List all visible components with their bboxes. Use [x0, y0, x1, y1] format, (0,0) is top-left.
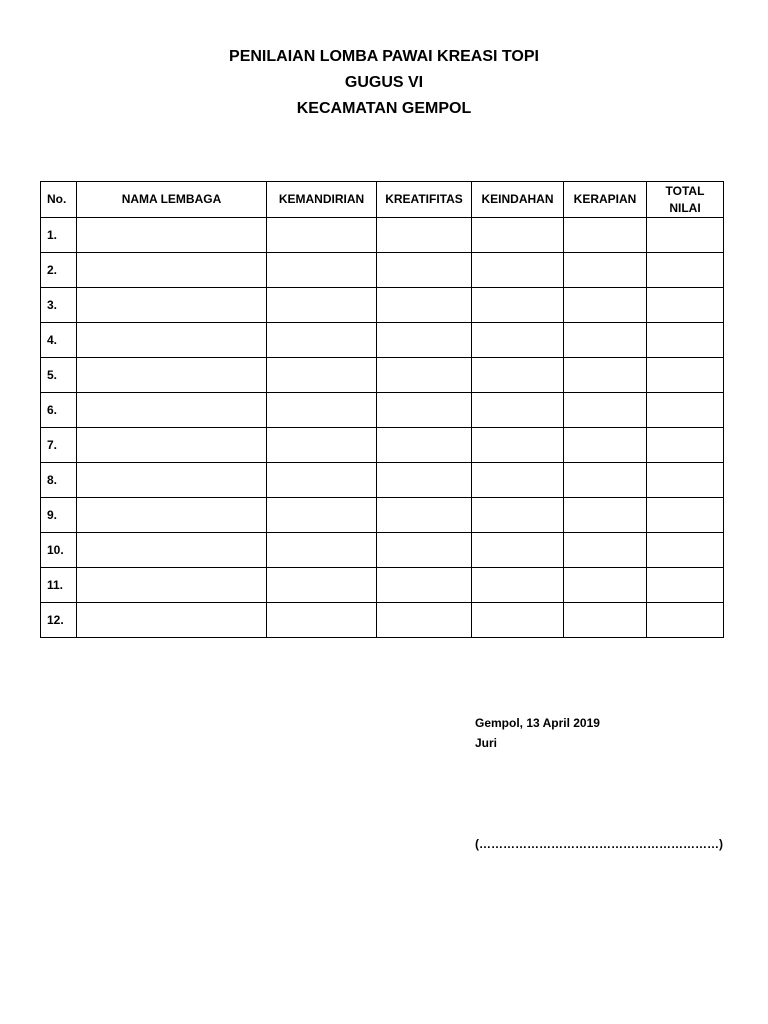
cell-total-nilai[interactable] [647, 393, 724, 428]
header-kemandirian: KEMANDIRIAN [267, 182, 377, 218]
cell-kreatifitas[interactable] [377, 463, 472, 498]
table-row [41, 288, 724, 323]
row-number: 10. [41, 533, 77, 568]
document-title [0, 44, 768, 122]
row-number: 5. [41, 358, 77, 393]
row-number: 4. [41, 323, 77, 358]
cell-kerapian[interactable] [564, 498, 647, 533]
cell-kerapian[interactable] [564, 428, 647, 463]
cell-total-nilai[interactable] [647, 603, 724, 638]
cell-nama-lembaga[interactable] [77, 463, 267, 498]
table-row [41, 358, 724, 393]
cell-nama-lembaga[interactable] [77, 288, 267, 323]
cell-nama-lembaga[interactable] [77, 323, 267, 358]
cell-kreatifitas[interactable] [377, 253, 472, 288]
cell-kemandirian[interactable] [267, 253, 377, 288]
row-number: 3. [41, 288, 77, 323]
row-number: 8. [41, 463, 77, 498]
cell-total-nilai[interactable] [647, 358, 724, 393]
cell-total-nilai[interactable] [647, 218, 724, 253]
cell-total-nilai[interactable] [647, 253, 724, 288]
cell-total-nilai[interactable] [647, 498, 724, 533]
table-row [41, 498, 724, 533]
cell-total-nilai[interactable] [647, 533, 724, 568]
title-line-3: KECAMATAN GEMPOL [296, 100, 472, 117]
table-row [41, 568, 724, 603]
cell-keindahan[interactable] [472, 393, 564, 428]
table-row [41, 533, 724, 568]
cell-keindahan[interactable] [472, 288, 564, 323]
row-number: 9. [41, 498, 77, 533]
cell-total-nilai[interactable] [647, 568, 724, 603]
cell-kreatifitas[interactable] [377, 358, 472, 393]
cell-kemandirian[interactable] [267, 463, 377, 498]
cell-kerapian[interactable] [564, 533, 647, 568]
table-row [41, 393, 724, 428]
cell-kemandirian[interactable] [267, 428, 377, 463]
cell-keindahan[interactable] [472, 603, 564, 638]
cell-kreatifitas[interactable] [377, 323, 472, 358]
cell-kemandirian[interactable] [267, 218, 377, 253]
place-date: Gempol, 13 April 2019 [475, 716, 600, 730]
header-nama-lembaga: NAMA LEMBAGA [77, 182, 267, 218]
header-total-nilai [647, 182, 724, 218]
row-number: 12. [41, 603, 77, 638]
header-total-line2: NILAI [669, 200, 701, 215]
cell-kreatifitas[interactable] [377, 533, 472, 568]
row-number: 1. [41, 218, 77, 253]
header-keindahan: KEINDAHAN [472, 182, 564, 218]
cell-keindahan[interactable] [472, 533, 564, 568]
cell-nama-lembaga[interactable] [77, 253, 267, 288]
table-row [41, 428, 724, 463]
signature-line: (……………………………………………………) [475, 837, 723, 851]
cell-keindahan[interactable] [472, 463, 564, 498]
cell-keindahan[interactable] [472, 568, 564, 603]
cell-nama-lembaga[interactable] [77, 603, 267, 638]
cell-keindahan[interactable] [472, 323, 564, 358]
cell-nama-lembaga[interactable] [77, 533, 267, 568]
cell-keindahan[interactable] [472, 358, 564, 393]
title-line-1: PENILAIAN LOMBA PAWAI KREASI TOPI [229, 48, 539, 65]
title-line-2: GUGUS VI [344, 74, 424, 91]
table-row [41, 253, 724, 288]
row-number: 7. [41, 428, 77, 463]
cell-kerapian[interactable] [564, 323, 647, 358]
cell-keindahan[interactable] [472, 218, 564, 253]
cell-total-nilai[interactable] [647, 428, 724, 463]
table-header-row [41, 182, 724, 218]
cell-kerapian[interactable] [564, 218, 647, 253]
header-kerapian: KERAPIAN [564, 182, 647, 218]
cell-keindahan[interactable] [472, 498, 564, 533]
cell-keindahan[interactable] [472, 253, 564, 288]
cell-kreatifitas[interactable] [377, 568, 472, 603]
cell-kerapian[interactable] [564, 253, 647, 288]
cell-kreatifitas[interactable] [377, 393, 472, 428]
cell-kemandirian[interactable] [267, 568, 377, 603]
header-kreatifitas: KREATIFITAS [377, 182, 472, 218]
cell-total-nilai[interactable] [647, 288, 724, 323]
cell-keindahan[interactable] [472, 428, 564, 463]
cell-total-nilai[interactable] [647, 463, 724, 498]
cell-kreatifitas[interactable] [377, 603, 472, 638]
cell-kerapian[interactable] [564, 288, 647, 323]
cell-nama-lembaga[interactable] [77, 358, 267, 393]
header-total-line1: TOTAL [665, 183, 705, 198]
table-row [41, 218, 724, 253]
cell-kreatifitas[interactable] [377, 428, 472, 463]
score-table [40, 181, 724, 638]
cell-kerapian[interactable] [564, 568, 647, 603]
cell-kerapian[interactable] [564, 358, 647, 393]
cell-nama-lembaga[interactable] [77, 498, 267, 533]
row-number: 11. [41, 568, 77, 603]
cell-nama-lembaga[interactable] [77, 393, 267, 428]
cell-kemandirian[interactable] [267, 603, 377, 638]
cell-kerapian[interactable] [564, 603, 647, 638]
header-no: No. [41, 182, 77, 218]
cell-kerapian[interactable] [564, 463, 647, 498]
row-number: 2. [41, 253, 77, 288]
judge-label: Juri [475, 736, 498, 750]
cell-kreatifitas[interactable] [377, 498, 472, 533]
cell-nama-lembaga[interactable] [77, 568, 267, 603]
cell-total-nilai[interactable] [647, 323, 724, 358]
cell-kemandirian[interactable] [267, 288, 377, 323]
cell-kreatifitas[interactable] [377, 288, 472, 323]
cell-nama-lembaga[interactable] [77, 428, 267, 463]
cell-kreatifitas[interactable] [377, 218, 472, 253]
cell-kerapian[interactable] [564, 393, 647, 428]
cell-kemandirian[interactable] [267, 358, 377, 393]
table-row [41, 323, 724, 358]
cell-nama-lembaga[interactable] [77, 218, 267, 253]
cell-kemandirian[interactable] [267, 533, 377, 568]
table-row [41, 463, 724, 498]
signature-block [475, 713, 600, 753]
cell-kemandirian[interactable] [267, 498, 377, 533]
cell-kemandirian[interactable] [267, 393, 377, 428]
row-number: 6. [41, 393, 77, 428]
cell-kemandirian[interactable] [267, 323, 377, 358]
table-row [41, 603, 724, 638]
